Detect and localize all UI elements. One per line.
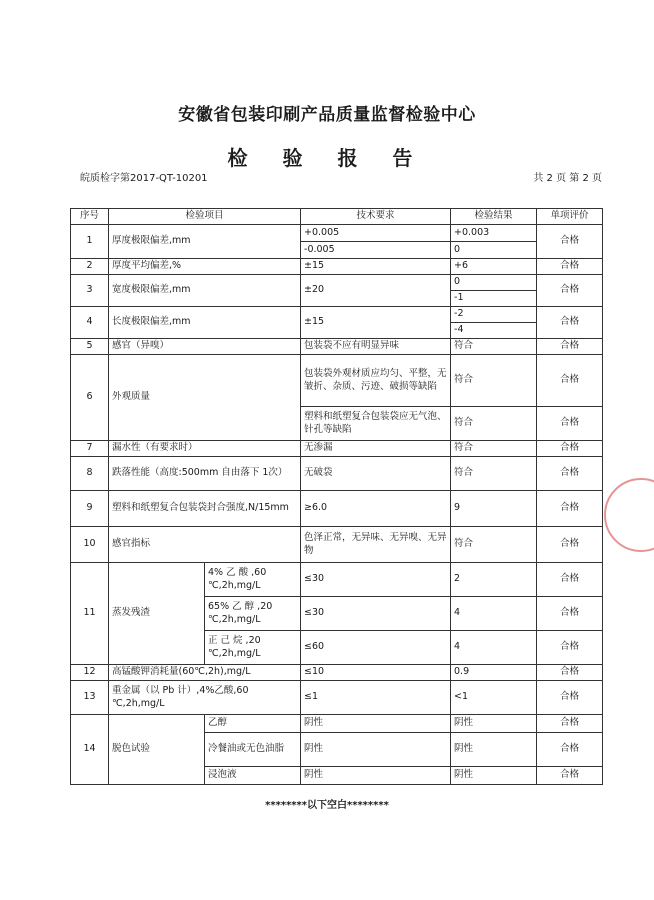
item-cell: 塑料和纸塑复合包装袋封合强度,N/15mm [109,491,301,527]
result-cell: 符合 [451,355,537,407]
requirement-cell: ≤60 [301,631,451,665]
table-row [71,307,603,323]
item-cell: 漏水性（有要求时） [109,441,301,457]
item-cell: 蒸发残渣 [109,563,205,665]
header-result: 检验结果 [451,209,537,225]
requirement-cell: 色泽正常，无异味、无异嗅、无异物 [301,527,451,563]
seq-cell: 9 [71,491,109,527]
requirement-cell: ≤30 [301,597,451,631]
result-cell: 0 [451,242,537,259]
result-cell: -1 [451,291,537,307]
table-row [71,527,603,563]
condition-cell: 浸泡液 [205,767,301,785]
item-cell: 感官（异嗅） [109,339,301,355]
item-cell: 重金属（以 Pb 计）,4%乙酸,60 ℃,2h,mg/L [109,681,301,715]
requirement-cell: ±15 [301,307,451,339]
verdict-cell: 合格 [537,407,603,441]
requirement-cell: +0.005 [301,225,451,242]
seq-cell: 7 [71,441,109,457]
item-cell: 厚度平均偏差,% [109,259,301,275]
table-row [71,665,603,681]
result-cell: 9 [451,491,537,527]
item-cell: 宽度极限偏差,mm [109,275,301,307]
requirement-cell: 阴性 [301,715,451,733]
requirement-cell: ≤10 [301,665,451,681]
verdict-cell: 合格 [537,733,603,767]
table-row [71,355,603,407]
condition-cell: 正 己 烷 ,20 ℃,2h,mg/L [205,631,301,665]
verdict-cell: 合格 [537,259,603,275]
result-cell: 符合 [451,527,537,563]
verdict-cell: 合格 [537,631,603,665]
item-cell: 感官指标 [109,527,301,563]
result-cell: 阴性 [451,733,537,767]
result-cell: 4 [451,597,537,631]
seq-cell: 11 [71,563,109,665]
inspection-table [70,208,603,785]
seq-cell: 10 [71,527,109,563]
verdict-cell: 合格 [537,563,603,597]
seq-cell: 5 [71,339,109,355]
item-cell: 跌落性能（高度:500mm 自由落下 1次） [109,457,301,491]
table-row [71,715,603,733]
table-row [71,681,603,715]
result-cell: <1 [451,681,537,715]
seq-cell: 14 [71,715,109,785]
condition-cell: 65% 乙 醇 ,20 ℃,2h,mg/L [205,597,301,631]
requirement-cell: 塑料和纸塑复合包装袋应无气泡、针孔等缺陷 [301,407,451,441]
verdict-cell: 合格 [537,665,603,681]
table-header-row [71,209,603,225]
requirement-cell: ≤30 [301,563,451,597]
condition-cell: 乙醇 [205,715,301,733]
header-seq: 序号 [71,209,109,225]
verdict-cell: 合格 [537,597,603,631]
seq-cell: 6 [71,355,109,441]
header-requirement: 技术要求 [301,209,451,225]
requirement-cell: ≥6.0 [301,491,451,527]
result-cell: 符合 [451,407,537,441]
requirement-cell: 阴性 [301,733,451,767]
requirement-cell: ±15 [301,259,451,275]
requirement-cell: ≤1 [301,681,451,715]
verdict-cell: 合格 [537,441,603,457]
verdict-cell: 合格 [537,527,603,563]
seq-cell: 4 [71,307,109,339]
requirement-cell: 包装袋外观材质应均匀、平整，无皱折、杂质、污迹、破损等缺陷 [301,355,451,407]
result-cell: 阴性 [451,767,537,785]
requirement-cell: -0.005 [301,242,451,259]
table-row [71,457,603,491]
verdict-cell: 合格 [537,715,603,733]
verdict-cell: 合格 [537,457,603,491]
red-seal-stamp [604,478,654,552]
requirement-cell: ±20 [301,275,451,307]
item-cell: 高锰酸钾消耗量(60℃,2h),mg/L [109,665,301,681]
requirement-cell: 无渗漏 [301,441,451,457]
verdict-cell: 合格 [537,491,603,527]
verdict-cell: 合格 [537,307,603,339]
seq-cell: 3 [71,275,109,307]
condition-cell: 冷餐油或无色油脂 [205,733,301,767]
result-cell: 符合 [451,441,537,457]
result-cell: +0.003 [451,225,537,242]
table-row [71,339,603,355]
table-row [71,441,603,457]
result-cell: 4 [451,631,537,665]
requirement-cell: 包装袋不应有明显异味 [301,339,451,355]
seq-cell: 8 [71,457,109,491]
result-cell: 符合 [451,339,537,355]
result-cell: 0.9 [451,665,537,681]
verdict-cell: 合格 [537,681,603,715]
condition-cell: 4% 乙 酸 ,60 ℃,2h,mg/L [205,563,301,597]
seq-cell: 1 [71,225,109,259]
seq-cell: 12 [71,665,109,681]
item-cell: 长度极限偏差,mm [109,307,301,339]
verdict-cell: 合格 [537,355,603,407]
result-cell: +6 [451,259,537,275]
header-item: 检验项目 [109,209,301,225]
header-verdict: 单项评价 [537,209,603,225]
result-cell: 2 [451,563,537,597]
table-row [71,491,603,527]
blank-below-note: ********以下空白******** [265,800,389,811]
verdict-cell: 合格 [537,767,603,785]
page-info: 共 2 页 第 2 页 [533,173,602,184]
report-number: 皖质检字第2017-QT-10201 [80,173,208,184]
verdict-cell: 合格 [537,339,603,355]
verdict-cell: 合格 [537,275,603,307]
seq-cell: 2 [71,259,109,275]
result-cell: -4 [451,323,537,339]
seq-cell: 13 [71,681,109,715]
table-row [71,259,603,275]
table-row [71,225,603,242]
organization-name: 安徽省包装印刷产品质量监督检验中心 [178,105,476,125]
result-cell: 0 [451,275,537,291]
table-row [71,275,603,291]
table-row [71,563,603,597]
item-cell: 厚度极限偏差,mm [109,225,301,259]
result-cell: -2 [451,307,537,323]
requirement-cell: 无破袋 [301,457,451,491]
report-title: 检 验 报 告 [227,146,427,170]
item-cell: 外观质量 [109,355,301,441]
verdict-cell: 合格 [537,225,603,259]
result-cell: 阴性 [451,715,537,733]
item-cell: 脱色试验 [109,715,205,785]
result-cell: 符合 [451,457,537,491]
requirement-cell: 阴性 [301,767,451,785]
